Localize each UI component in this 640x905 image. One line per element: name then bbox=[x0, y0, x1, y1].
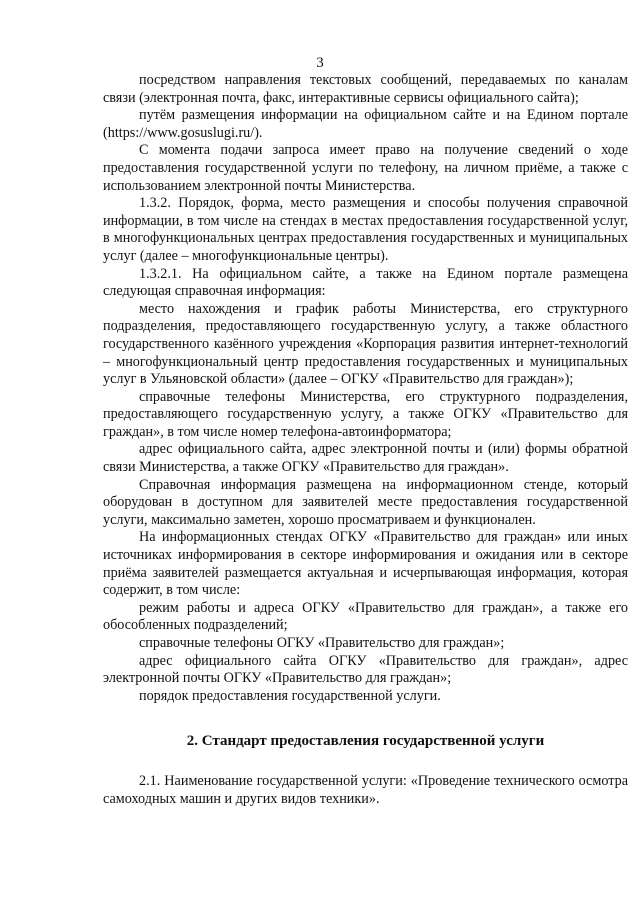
paragraph-1-3-2: 1.3.2. Порядок, форма, место размещения и способы получения справочной информации, в том числе на стендах в местах предоставления государственной услуг, в многофункциональных центрах предоставления государственных и муниципальных услуг (далее – многофункциональные центры). bbox=[103, 195, 628, 264]
paragraph-2-1: 2.1. Наименование государственной услуги: «Проведение технического осмотра самоходных машин и других видов техники». bbox=[103, 772, 628, 807]
paragraph-reference-phones: справочные телефоны Министерства, его структурного подразделения, предоставляющего государственную услугу, а также ОГКУ «Правительство для граждан», в том числе номер телефона-автоинформатора; bbox=[103, 388, 628, 440]
paragraph-1-3-2-1: 1.3.2.1. На официальном сайте, а также на Едином портале размещена следующая справочная информация: bbox=[103, 265, 628, 300]
paragraph-ogku-phones: справочные телефоны ОГКУ «Правительство для граждан»; bbox=[139, 635, 505, 651]
page-number: 3 bbox=[316, 55, 324, 71]
paragraph-official-site: путём размещения информации на официальном сайте и на Едином портале (https://www.gosuslugi.ru/). bbox=[103, 107, 628, 141]
paragraph-ogku-stands: На информационных стендах ОГКУ «Правительство для граждан» или иных источниках информирования в секторе информирования и ожидания или в секторе приёма заявителей размещается актуальная и исчерпывающая информация, которая содержит, в том числе: bbox=[103, 529, 628, 599]
paragraph-service-procedure: порядок предоставления государственной услуги. bbox=[139, 687, 441, 704]
paragraph-site-address: адрес официального сайта, адрес электронной почты и (или) формы обратной связи Министерства, а также ОГКУ «Правительство для граждан». bbox=[103, 441, 628, 476]
paragraph-request-status: С момента подачи запроса имеет право на получение сведений о ходе предоставления государственной услуги по телефону, на личном приёме, а также с использованием электронной почты Министерства. bbox=[103, 142, 628, 194]
paragraph-info-stand: Справочная информация размещена на информационном стенде, который оборудован в доступном для заявителей месте предоставления государственной услуги, максимально заметен, хорошо просматриваем и функционален. bbox=[103, 476, 628, 528]
paragraph-ogku-site: адрес официального сайта ОГКУ «Правительство для граждан», адрес электронной почты ОГКУ «Правительство для граждан»; bbox=[103, 652, 628, 687]
paragraph-work-mode: режим работы и адреса ОГКУ «Правительство для граждан», а также его обособленных подразделений; bbox=[103, 599, 628, 634]
paragraph-text-messages: посредством направления текстовых сообщений, передаваемых по каналам связи (электронная почта, факс, интерактивные сервисы официального сайта); bbox=[103, 72, 628, 106]
section-heading: 2. Стандарт предоставления государственной услуги bbox=[186, 733, 545, 750]
document-body bbox=[103, 72, 628, 808]
paragraph-location-schedule: место нахождения и график работы Министерства, его структурного подразделения, предоставляющего государственную услугу, а также областного государственного казённого учреждения «Корпорация развития интернет-технологий – многофункциональный центр предоставления государственных и муниципальных услуг в Ульяновской области» (далее – ОГКУ «Правительство для граждан»); bbox=[103, 300, 628, 388]
